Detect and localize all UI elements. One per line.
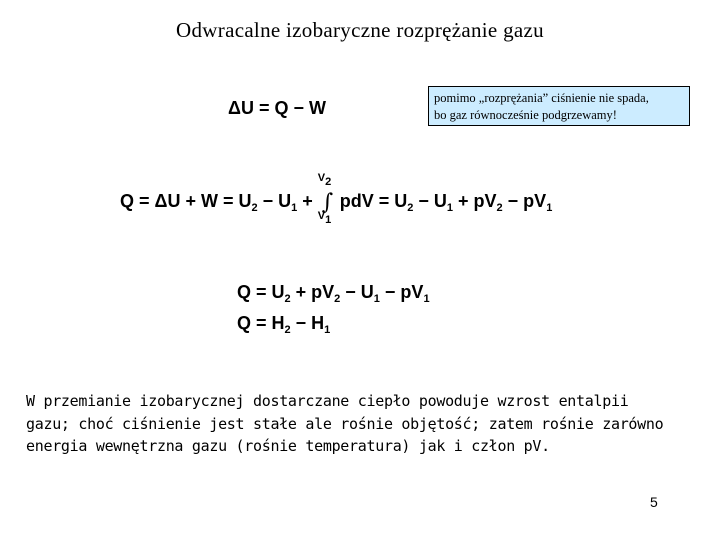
- note-line-2: bo gaz równocześnie podgrzewamy!: [434, 108, 617, 122]
- explanation-paragraph: [26, 390, 686, 458]
- eq3-sub: 1: [423, 293, 430, 305]
- eq4-sub: 1: [324, 324, 331, 336]
- eq3-sub: 1: [373, 293, 380, 305]
- eq2-part: − U: [257, 191, 292, 211]
- integral-symbol: ∫: [321, 190, 334, 215]
- integral-sign: [317, 172, 340, 226]
- eq2-sub: 1: [446, 202, 454, 214]
- eq2-part: pdV = U: [339, 191, 408, 211]
- equation-heat-expanded: [237, 282, 430, 305]
- integral-upper-limit: $V_2$: [317, 172, 332, 188]
- eq3-sub: 2: [334, 293, 341, 305]
- slide-title: Odwracalne izobaryczne rozprężanie gazu: [176, 18, 544, 42]
- eq3-part: + pV: [290, 282, 335, 302]
- paragraph-line-1: W przemianie izobarycznej dostarczane ciepło powoduje wzrost entalpii: [26, 392, 629, 410]
- eq2-part: − U: [413, 191, 447, 211]
- note-box: [428, 86, 690, 126]
- equation-heat-integral: [120, 172, 553, 226]
- paragraph-line-2: gazu; choć ciśnienie jest stałe ale rośnie objętość; zatem rośnie zarówno: [26, 414, 664, 433]
- eq4-sub: 2: [284, 324, 291, 336]
- eq2-part: +: [297, 191, 318, 211]
- equation-first-law: ΔU = Q − W: [228, 98, 326, 118]
- integral-lower-limit: $V_1$: [317, 210, 332, 226]
- eq4-part: − H: [290, 313, 325, 333]
- eq3-part: − U: [340, 282, 374, 302]
- eq3-part: − pV: [379, 282, 424, 302]
- eq2-sub: 1: [546, 202, 553, 214]
- eq2-sub: 2: [496, 202, 503, 214]
- eq2-sub: 2: [407, 202, 414, 214]
- paragraph-line-3: energia wewnętrzna gazu (rośnie temperatura) jak i człon pV.: [26, 437, 550, 455]
- eq2-sub: 1: [291, 202, 298, 214]
- eq2-part: + pV: [453, 191, 497, 211]
- equation-enthalpy: [237, 313, 330, 336]
- eq2-sub: 2: [251, 202, 258, 214]
- note-line-1: pomimo „rozprężania” ciśnienie nie spada,: [434, 91, 649, 105]
- page-number: 5: [650, 494, 658, 510]
- eq3-sub: 2: [284, 293, 291, 305]
- eq2-part: − pV: [502, 191, 547, 211]
- eq3-part: Q = U: [237, 282, 285, 302]
- eq2-part: Q = ΔU + W = U: [120, 191, 252, 211]
- eq4-part: Q = H: [237, 313, 285, 333]
